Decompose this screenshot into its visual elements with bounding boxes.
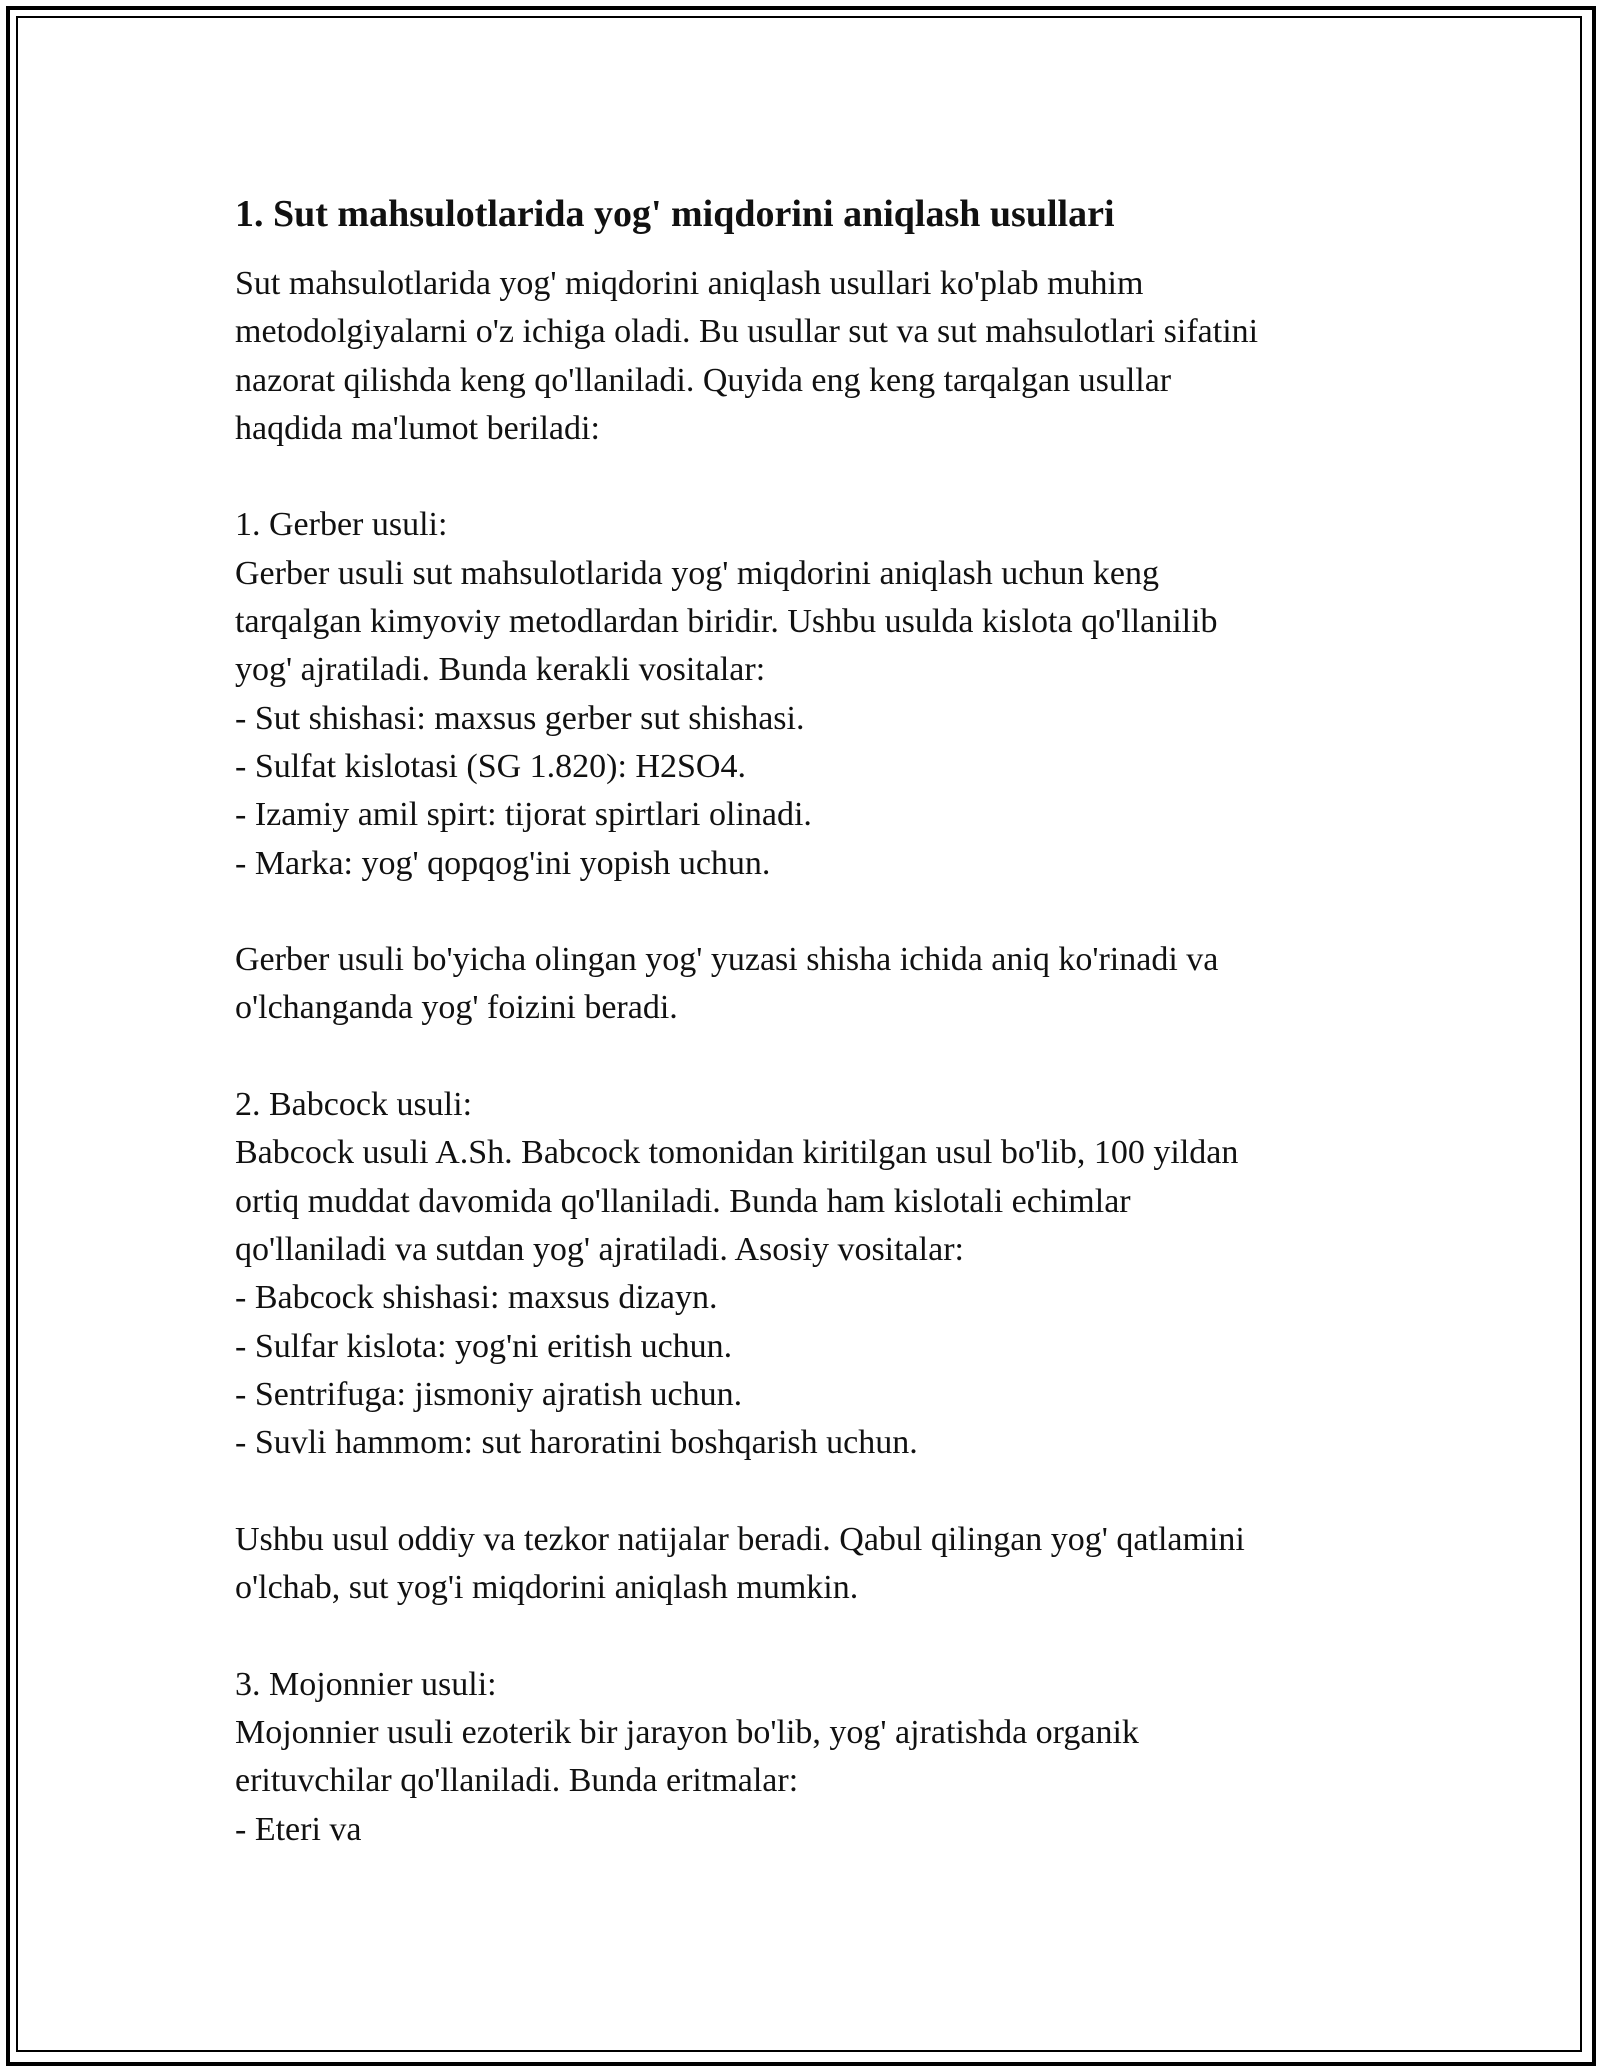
list-item: - Marka: yog' qopqog'ini yopish uchun. — [235, 844, 771, 882]
text-line: nazorat qilishda keng qo'llaniladi. Quyida eng keng tarqalgan usullar — [235, 361, 1172, 399]
section-heading-mojonnier: 3. Mojonnier usuli: — [235, 1665, 497, 1703]
list-item: - Babcock shishasi: maxsus dizayn. — [235, 1279, 718, 1317]
text-line: tarqalgan kimyoviy metodlardan biridir. Ushbu usulda kislota qo'llanilib — [235, 603, 1218, 641]
text-line: Ushbu usul oddiy va tezkor natijalar beradi. Qabul qilingan yog' qatlamini — [235, 1520, 1245, 1558]
list-item: - Sut shishasi: maxsus gerber sut shishasi. — [235, 699, 805, 737]
section-heading-gerber: 1. Gerber usuli: — [235, 506, 448, 544]
document-title: 1. Sut mahsulotlarida yog' miqdorini aniqlash usullari — [235, 193, 1115, 235]
text-line: yog' ajratiladi. Bunda kerakli vositalar: — [235, 651, 766, 689]
text-line: Gerber usuli bo'yicha olingan yog' yuzasi shisha ichida aniq ko'rinadi va — [235, 941, 1219, 979]
blank-line — [235, 1612, 1365, 1660]
text-line: o'lchab, sut yog'i miqdorini aniqlash mumkin. — [235, 1569, 859, 1607]
list-item: - Suvli hammom: sut haroratini boshqarish uchun. — [235, 1424, 918, 1462]
text-line: haqdida ma'lumot beriladi: — [235, 409, 600, 447]
list-item: - Sentrifuga: jismoniy ajratish uchun. — [235, 1375, 743, 1413]
text-line: Mojonnier usuli ezoterik bir jarayon bo'lib, yog' ajratishda organik — [235, 1713, 1139, 1751]
blank-line — [235, 1033, 1365, 1081]
text-line: o'lchanganda yog' foizini beradi. — [235, 989, 678, 1027]
text-line: erituvchilar qo'llaniladi. Bunda eritmalar: — [235, 1762, 799, 1800]
list-item: - Sulfat kislotasi (SG 1.820): H2SO4. — [235, 747, 746, 785]
text-line: Babcock usuli A.Sh. Babcock tomonidan kiritilgan usul bo'lib, 100 yildan — [235, 1134, 1239, 1172]
text-line: metodolgiyalarni o'z ichiga oladi. Bu usullar sut va sut mahsulotlari sifatini — [235, 313, 1259, 351]
list-item: - Eteri va — [235, 1810, 362, 1848]
text-line: qo'llaniladi va sutdan yog' ajratiladi. Asosiy vositalar: — [235, 1230, 964, 1268]
blank-line — [235, 1467, 1365, 1515]
text-line: Sut mahsulotlarida yog' miqdorini aniqlash usullari ko'plab muhim — [235, 265, 1144, 302]
list-item: - Izamiy amil spirt: tijorat spirtlari olinadi. — [235, 796, 812, 834]
blank-line — [235, 888, 1365, 936]
text-line: ortiq muddat davomida qo'llaniladi. Bunda ham kislotali echimlar — [235, 1182, 1131, 1220]
list-item: - Sulfar kislota: yog'ni eritish uchun. — [235, 1327, 733, 1365]
document-body — [235, 186, 1365, 1854]
blank-line — [235, 453, 1365, 501]
section-heading-babcock: 2. Babcock usuli: — [235, 1086, 473, 1124]
text-line: Gerber usuli sut mahsulotlarida yog' miqdorini aniqlash uchun keng — [235, 554, 1159, 592]
